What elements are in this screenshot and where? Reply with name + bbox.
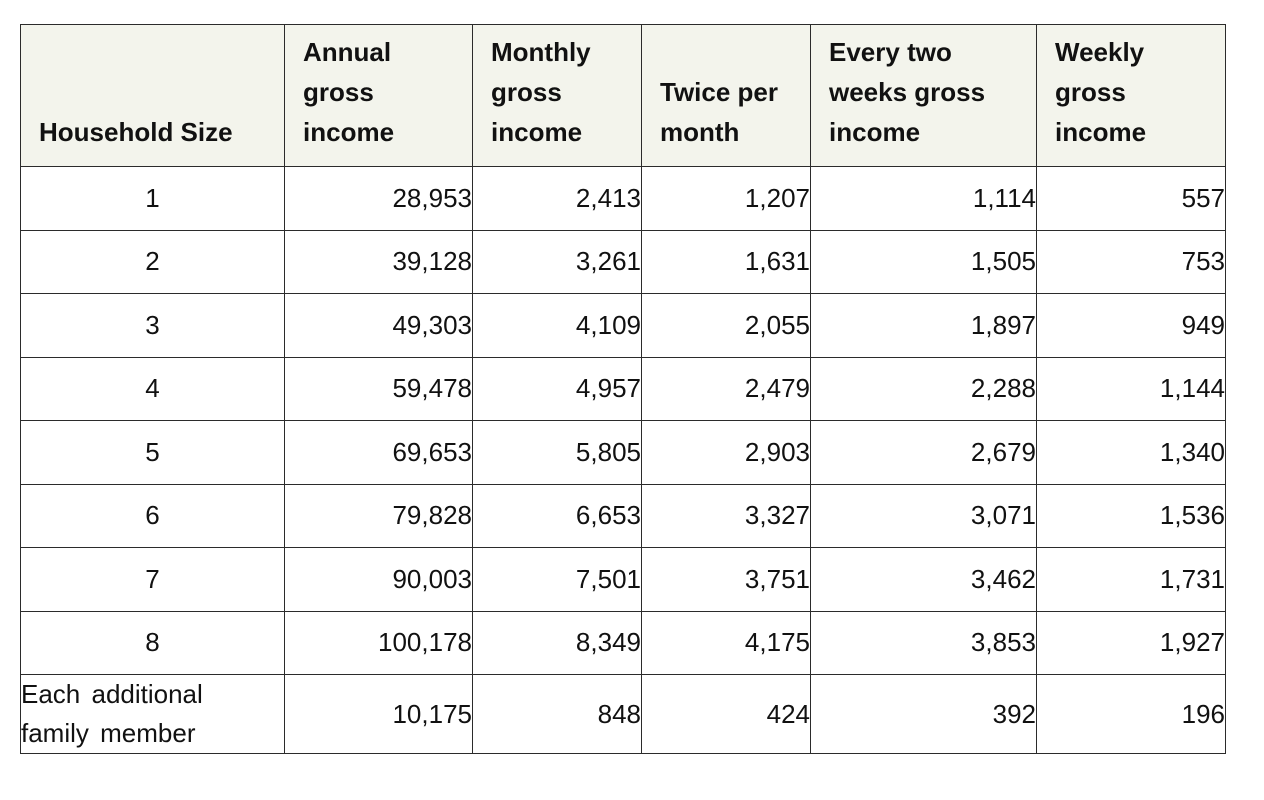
monthly-income-cell: 4,109 — [473, 294, 642, 358]
every-two-weeks-cell: 3,853 — [811, 611, 1037, 675]
annual-income-cell: 79,828 — [285, 484, 473, 548]
weekly-income-cell: 1,144 — [1037, 357, 1226, 421]
header-weekly-gross-income: Weekly gross income — [1037, 25, 1226, 167]
household-size-cell: 6 — [21, 484, 285, 548]
annual-income-cell: 100,178 — [285, 611, 473, 675]
every-two-weeks-cell: 3,071 — [811, 484, 1037, 548]
monthly-income-cell: 4,957 — [473, 357, 642, 421]
household-size-cell: 2 — [21, 230, 285, 294]
annual-income-cell: 39,128 — [285, 230, 473, 294]
twice-per-month-cell: 1,207 — [642, 167, 811, 231]
table-row — [21, 294, 1226, 358]
weekly-income-cell: 196 — [1037, 675, 1226, 754]
header-every-two-weeks-gross-income: Every two weeks gross income — [811, 25, 1037, 167]
header-annual-gross-income: Annual gross income — [285, 25, 473, 167]
weekly-income-cell: 1,927 — [1037, 611, 1226, 675]
table-row — [21, 421, 1226, 485]
annual-income-cell: 69,653 — [285, 421, 473, 485]
table-row — [21, 548, 1226, 612]
header-row — [21, 25, 1226, 167]
household-size-cell: 4 — [21, 357, 285, 421]
header-twice-per-month: Twice per month — [642, 25, 811, 167]
weekly-income-cell: 753 — [1037, 230, 1226, 294]
table-row — [21, 357, 1226, 421]
annual-income-cell: 90,003 — [285, 548, 473, 612]
twice-per-month-cell: 424 — [642, 675, 811, 754]
household-size-cell: 3 — [21, 294, 285, 358]
additional-member-label: Each additional family member — [21, 675, 285, 754]
every-two-weeks-cell: 392 — [811, 675, 1037, 754]
twice-per-month-cell: 2,903 — [642, 421, 811, 485]
twice-per-month-cell: 2,055 — [642, 294, 811, 358]
annual-income-cell: 49,303 — [285, 294, 473, 358]
monthly-income-cell: 2,413 — [473, 167, 642, 231]
table-row — [21, 167, 1226, 231]
every-two-weeks-cell: 1,897 — [811, 294, 1037, 358]
weekly-income-cell: 1,340 — [1037, 421, 1226, 485]
monthly-income-cell: 3,261 — [473, 230, 642, 294]
household-size-cell: 1 — [21, 167, 285, 231]
monthly-income-cell: 5,805 — [473, 421, 642, 485]
header-household-size: Household Size — [21, 25, 285, 167]
annual-income-cell: 28,953 — [285, 167, 473, 231]
twice-per-month-cell: 2,479 — [642, 357, 811, 421]
annual-income-cell: 59,478 — [285, 357, 473, 421]
income-guidelines-table — [20, 24, 1226, 754]
table-header — [21, 25, 1226, 167]
weekly-income-cell: 1,731 — [1037, 548, 1226, 612]
header-monthly-gross-income: Monthly gross income — [473, 25, 642, 167]
household-size-cell: 8 — [21, 611, 285, 675]
weekly-income-cell: 1,536 — [1037, 484, 1226, 548]
twice-per-month-cell: 4,175 — [642, 611, 811, 675]
twice-per-month-cell: 3,751 — [642, 548, 811, 612]
every-two-weeks-cell: 3,462 — [811, 548, 1037, 612]
table-row — [21, 611, 1226, 675]
annual-income-cell: 10,175 — [285, 675, 473, 754]
every-two-weeks-cell: 1,114 — [811, 167, 1037, 231]
table-body — [21, 167, 1226, 754]
monthly-income-cell: 848 — [473, 675, 642, 754]
household-size-cell: 5 — [21, 421, 285, 485]
every-two-weeks-cell: 2,679 — [811, 421, 1037, 485]
every-two-weeks-cell: 2,288 — [811, 357, 1037, 421]
weekly-income-cell: 949 — [1037, 294, 1226, 358]
household-size-cell: 7 — [21, 548, 285, 612]
monthly-income-cell: 7,501 — [473, 548, 642, 612]
every-two-weeks-cell: 1,505 — [811, 230, 1037, 294]
monthly-income-cell: 8,349 — [473, 611, 642, 675]
monthly-income-cell: 6,653 — [473, 484, 642, 548]
twice-per-month-cell: 3,327 — [642, 484, 811, 548]
weekly-income-cell: 557 — [1037, 167, 1226, 231]
twice-per-month-cell: 1,631 — [642, 230, 811, 294]
table-row — [21, 230, 1226, 294]
additional-member-row — [21, 675, 1226, 754]
table-row — [21, 484, 1226, 548]
